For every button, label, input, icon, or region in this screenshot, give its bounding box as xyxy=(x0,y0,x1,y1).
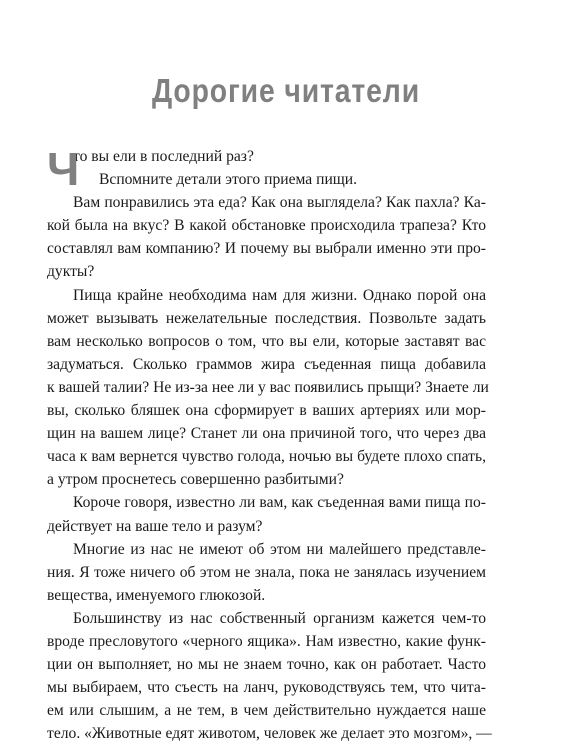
text-line: вы, сколько бляшек она сформирует в ваших артериях или мор- xyxy=(47,402,486,420)
text-line: мы выбираем, что съесть на ланч, руководствуясь тем, что чита- xyxy=(47,679,486,697)
text-line: щин на вашем лице? Станет ли она причиной того, что через два xyxy=(47,425,486,443)
text-line: кой была на вкус? В какой обстановке происходила трапеза? Кто xyxy=(47,217,486,235)
text-line: Пища крайне необходима нам для жизни. Однако порой она xyxy=(73,286,486,304)
text-line: задуматься. Сколько граммов жира съеденная пища добавила xyxy=(47,355,486,373)
text-line: может вызывать нежелательные последствия. Позвольте задать xyxy=(47,309,486,327)
text-line: то вы ели в последний раз? xyxy=(73,148,254,165)
text-line: ем или слышим, а не тем, в чем действительно нуждается наше xyxy=(47,702,486,720)
text-line: Вспомните детали этого приема пищи. xyxy=(99,171,358,189)
text-line: Вам понравились эта еда? Как она выглядела? Как пахла? Ка- xyxy=(73,194,486,212)
text-line: к вашей талии? Не из-за нее ли у вас появились прыщи? Знаете ли xyxy=(47,378,489,396)
text-line: вам несколько вопросов о том, что вы ели, которые заставят вас xyxy=(47,332,486,350)
text-line: часа к вам вернется чувство голода, ночью вы будете плохо спать, xyxy=(47,448,486,466)
text-line: а утром проснетесь совершенно разбитыми? xyxy=(47,471,344,489)
text-line: вещества, именуемого глюкозой. xyxy=(47,586,266,604)
text-line: Короче говоря, известно ли вам, как съеденная вами пища по- xyxy=(73,494,486,512)
text-line: ния. Я тоже ничего об этом не знала, пока не занялась изучением xyxy=(47,563,486,581)
text-line: действует на ваше тело и разум? xyxy=(47,517,263,535)
text-line: Многие из нас не имеют об этом ни малейшего представле- xyxy=(73,540,486,558)
text-line: тело. «Животные едят животом, человек же делает это мозгом», — xyxy=(47,725,492,743)
drop-cap: Ч xyxy=(47,143,80,195)
chapter-title: Дорогие читатели xyxy=(151,72,421,109)
body-text xyxy=(47,143,492,745)
text-line: вроде пресловутого «черного ящика». Нам известно, какие функ- xyxy=(47,632,486,650)
text-line: дукты? xyxy=(47,263,95,281)
text-line: ции он выполняет, но мы не знаем точно, как он работает. Часто xyxy=(47,656,486,674)
text-line: составлял вам компанию? И почему вы выбрали именно эти про- xyxy=(47,240,486,258)
text-line: Большинству из нас собственный организм кажется чем-то xyxy=(73,609,486,627)
